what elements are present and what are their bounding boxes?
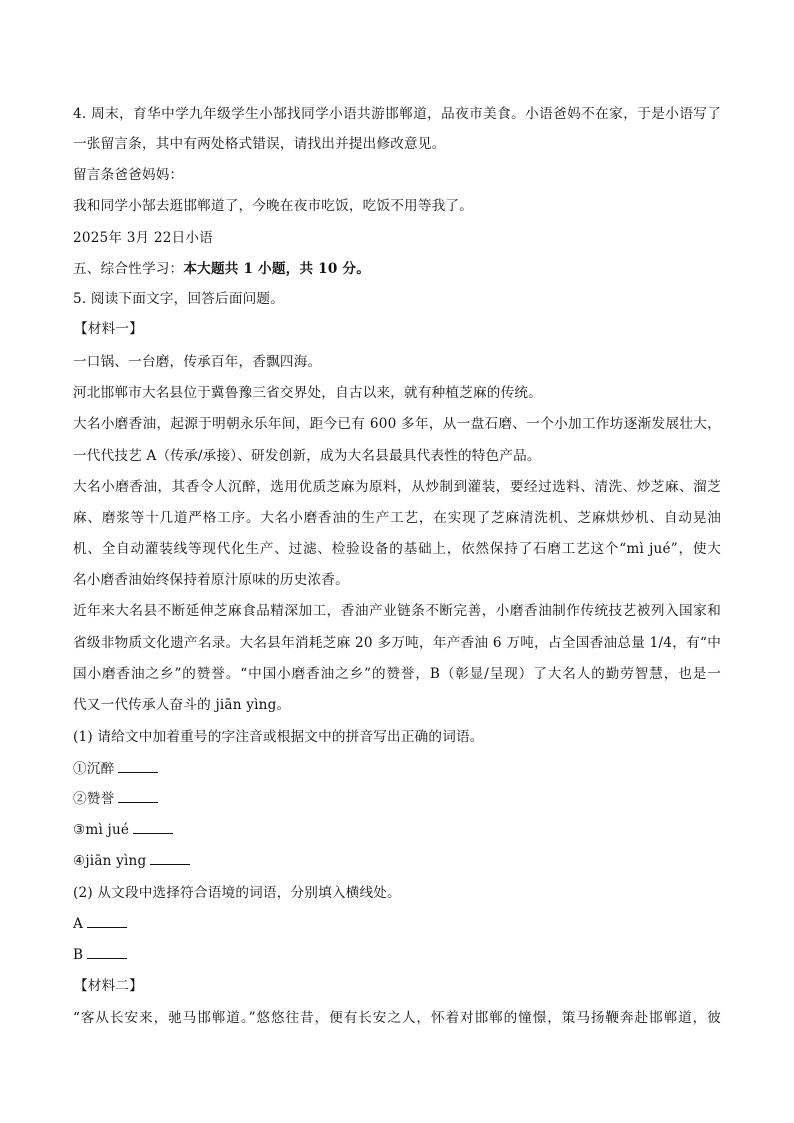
- question-4-line-2: 一张留言条，其中有两处格式错误，请找出并提出修改意见。: [73, 136, 446, 152]
- sub-question-1: (1) 请给文中加着重号的字注音或根据文中的拼音写出正确的词语。: [73, 729, 484, 745]
- sub-question-2: (2) 从文段中选择符合语境的词语，分别填入横线处。: [73, 885, 401, 901]
- note-body: 我和同学小郜去逛邯郸道了，今晚在夜市吃饭，吃饭不用等我了。: [73, 198, 474, 214]
- answer-blank-1: [118, 760, 158, 773]
- material-1-p5-line-4: 代又一代传承人奋斗的 jiān yìng。: [73, 697, 291, 713]
- answer-blank-4: [150, 852, 190, 865]
- material-1-p4-line-4: 名小磨香油始终保持着原汁原味的历史浓香。: [73, 572, 349, 588]
- answer-blank-2: [118, 790, 158, 803]
- answer-item-1: [73, 760, 158, 778]
- material-1-p4-line-1: 大名小磨香油，其香令人沉醉，选用优质芝麻为原料，从炒制到灌装，要经过选料、清洗、炒芝麻、溜芝: [73, 479, 721, 495]
- section-5-heading: [73, 260, 370, 278]
- material-2-p1: “客从长安来，驰马邯郸道。”悠悠往昔，便有长安之人，怀着对邯郸的憧憬，策马扬鞭奔赴邯郸道，彼: [73, 1010, 721, 1026]
- answer-item-3: [73, 821, 173, 839]
- note-signature: 2025年 3月 22日小语: [73, 230, 213, 246]
- question-5-intro: 5. 阅读下面文字，回答后面问题。: [73, 291, 285, 307]
- fill-item-b: [73, 946, 127, 964]
- material-1-p1: 一口锅、一台磨，传承百年，香飘四海。: [73, 354, 322, 370]
- answer-item-2-label: ②赞誉: [73, 791, 115, 807]
- section-5-heading-prefix: 五、综合性学习：: [73, 261, 184, 277]
- material-1-p4-line-3: 机、全自动灌装线等现代化生产、过滤、检验设备的基础上，依然保持了石磨工艺这个“mì jué”，使大: [73, 541, 721, 557]
- material-1-p3-line-1: 大名小磨香油，起源于明朝永乐年间，距今已有 600 多年，从一盘石磨、一个小加工作坊逐渐发展壮大，: [73, 416, 721, 432]
- answer-item-4-label: ④jiān yìng: [73, 853, 147, 869]
- material-2-title: 【材料二】: [74, 978, 143, 994]
- answer-item-3-label: ③mì jué: [73, 822, 130, 838]
- fill-item-a-label: A: [73, 916, 84, 932]
- answer-item-1-label: ①沉醉: [73, 761, 115, 777]
- answer-item-4: [73, 852, 190, 870]
- fill-item-b-label: B: [73, 947, 84, 963]
- material-1-p4-line-2: 麻、磨浆等十几道严格工序。大名小磨香油的生产工艺，在实现了芝麻清洗机、芝麻烘炒机、自动晃油: [73, 510, 721, 526]
- material-1-p5-line-2: 省级非物质文化遗产名录。大名县年消耗芝麻 20 多万吨，年产香油 6 万吨，占全国香油总量 1/4，有“中: [73, 635, 721, 651]
- note-heading: 留言条爸爸妈妈：: [73, 167, 184, 183]
- answer-item-2: [73, 790, 158, 808]
- question-4-line-1: 4. 周末，育华中学九年级学生小郜找同学小语共游邯郸道，品夜市美食。小语爸妈不在家，于是小语写了: [73, 106, 721, 122]
- material-1-title: 【材料一】: [74, 321, 143, 337]
- answer-blank-3: [133, 821, 173, 834]
- fill-blank-b: [87, 946, 127, 959]
- fill-item-a: [73, 915, 127, 933]
- material-1-p5-line-3: 国小磨香油之乡”的赞誉。“中国小磨香油之乡”的赞誉，B（彰显/呈现）了大名人的勤劳智慧，也是一: [73, 666, 721, 682]
- fill-blank-a: [87, 915, 127, 928]
- material-1-p5-line-1: 近年来大名县不断延伸芝麻食品精深加工，香油产业链条不断完善，小磨香油制作传统技艺被列入国家和: [73, 603, 721, 619]
- section-5-heading-bold: 本大题共 1 小题，共 10 分。: [183, 261, 371, 277]
- material-1-p3-line-2: 一代代技艺 A（传承/承接）、研发创新，成为大名县最具代表性的特色产品。: [73, 448, 541, 464]
- material-1-p2: 河北邯郸市大名县位于冀鲁豫三省交界处，自古以来，就有种植芝麻的传统。: [73, 385, 542, 401]
